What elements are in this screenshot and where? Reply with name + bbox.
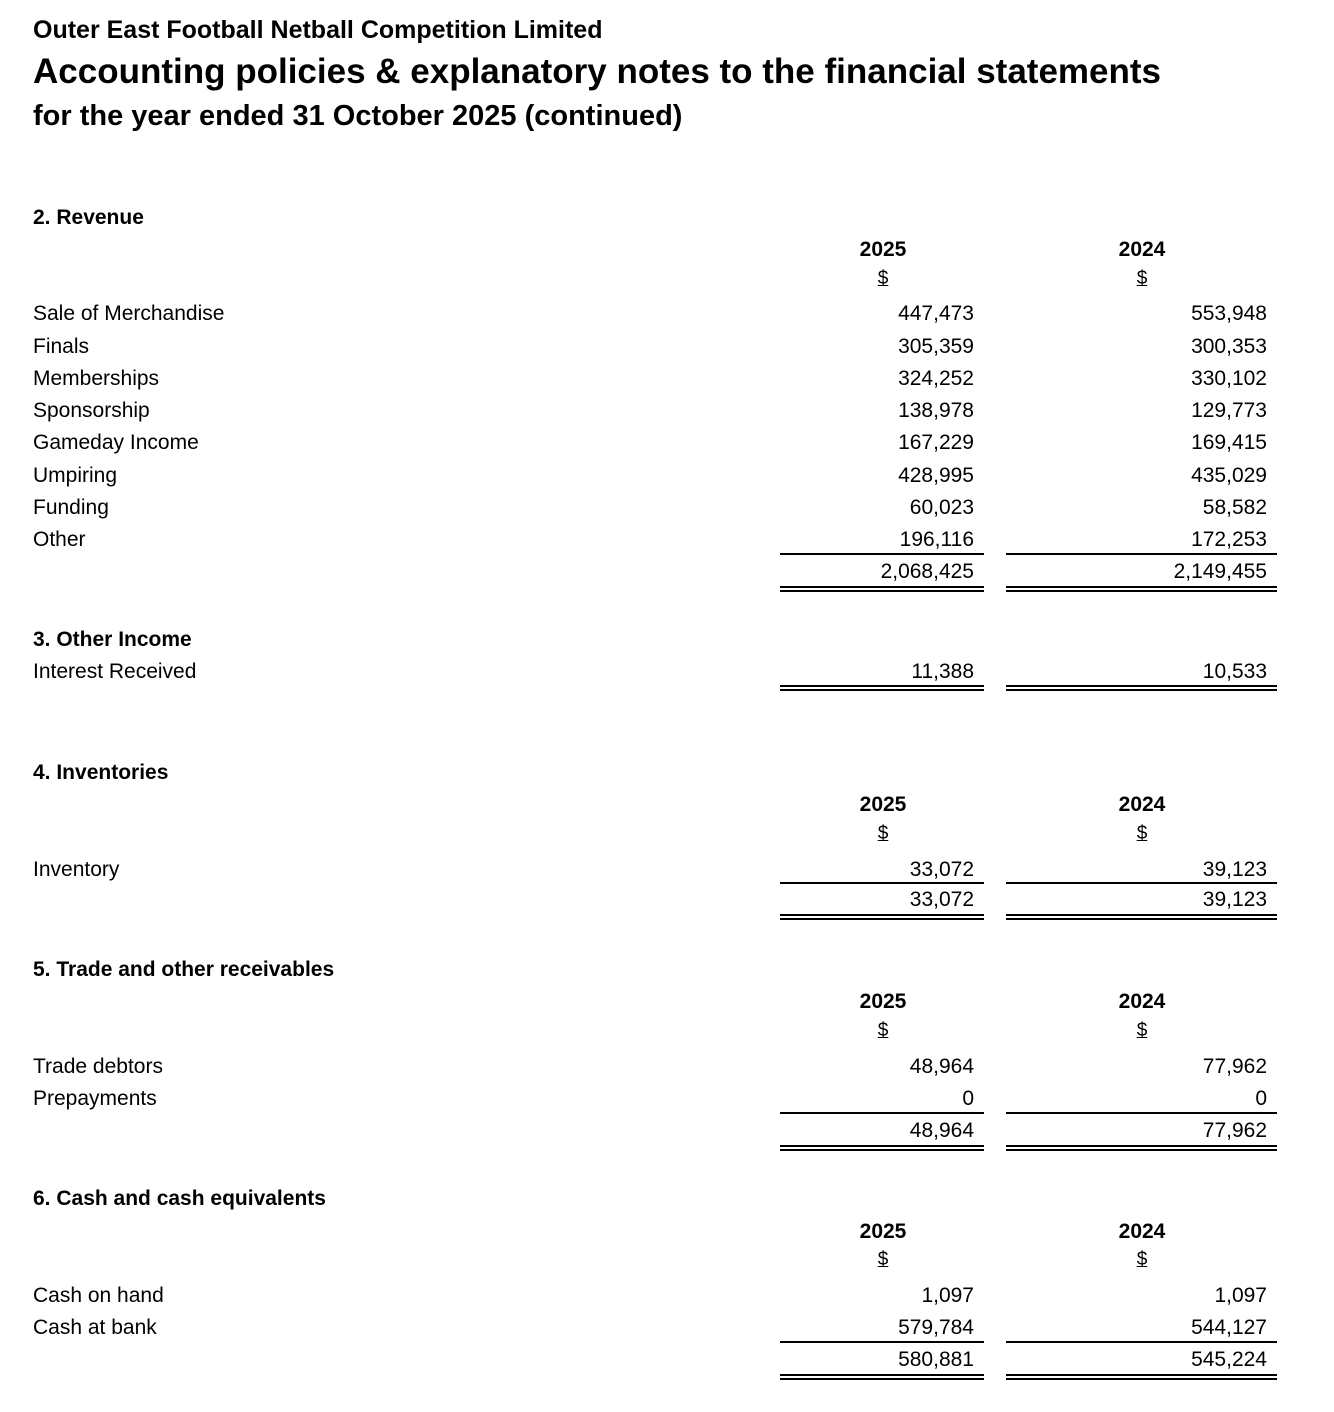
value-2025: 0: [962, 1087, 974, 1110]
subtotal-rule: [780, 882, 984, 884]
value-2025: 167,229: [898, 431, 974, 454]
total-2025: 580,881: [898, 1348, 974, 1371]
value-2024: 1,097: [1214, 1284, 1267, 1307]
total-double-rule: [1006, 590, 1277, 592]
total-double-rule: [780, 1374, 984, 1376]
row-label: Interest Received: [33, 660, 197, 683]
row-label: Umpiring: [33, 464, 118, 487]
page-subtitle: for the year ended 31 October 2025 (continued): [33, 100, 683, 132]
subtotal-rule: [780, 1112, 984, 1114]
section-heading-revenue: 2. Revenue: [33, 206, 144, 229]
value-2024: 129,773: [1191, 399, 1267, 422]
total-2025: 2,068,425: [880, 560, 974, 583]
total-2024: 39,123: [1202, 888, 1267, 911]
value-2025: 428,995: [898, 464, 974, 487]
value-2024: 172,253: [1191, 528, 1267, 551]
currency-symbol-2024: $: [1136, 268, 1148, 289]
company-name: Outer East Football Netball Competition Limited: [33, 16, 603, 44]
row-label: Finals: [33, 335, 90, 358]
total-double-rule: [780, 914, 984, 916]
row-label: Prepayments: [33, 1087, 157, 1110]
total-2024: 77,962: [1202, 1119, 1267, 1142]
year-header-2024: 2024: [1118, 990, 1166, 1013]
row-label: Other: [33, 528, 86, 551]
value-2025: 11,388: [911, 660, 974, 683]
year-header-2025: 2025: [859, 990, 907, 1013]
section-heading-other-income: 3. Other Income: [33, 628, 192, 651]
value-2024: 10,533: [1202, 660, 1267, 683]
row-label: Gameday Income: [33, 431, 199, 454]
total-double-rule: [780, 1149, 984, 1151]
value-2025: 324,252: [898, 367, 974, 390]
subtotal-rule: [1006, 1341, 1277, 1343]
year-header-2025: 2025: [859, 1220, 907, 1243]
subtotal-rule: [780, 553, 984, 555]
value-2025: 305,359: [898, 335, 974, 358]
total-2024: 545,224: [1191, 1348, 1267, 1371]
value-2025: 48,964: [909, 1055, 974, 1078]
total-double-rule: [780, 685, 984, 687]
page-title: Accounting policies & explanatory notes to the financial statements: [33, 52, 1161, 91]
year-header-2025: 2025: [859, 793, 907, 816]
total-double-rule: [780, 590, 984, 592]
subtotal-rule: [780, 1341, 984, 1343]
row-label: Trade debtors: [33, 1055, 163, 1078]
value-2024: 553,948: [1191, 302, 1267, 325]
value-2024: 0: [1255, 1087, 1267, 1110]
total-double-rule: [780, 1145, 984, 1147]
year-header-2024: 2024: [1118, 238, 1166, 261]
subtotal-rule: [1006, 553, 1277, 555]
value-2025: 138,978: [898, 399, 974, 422]
total-double-rule: [1006, 1149, 1277, 1151]
section-heading-receivables: 5. Trade and other receivables: [33, 958, 335, 981]
year-header-2024: 2024: [1118, 793, 1166, 816]
value-2024: 330,102: [1191, 367, 1267, 390]
row-label: Inventory: [33, 858, 120, 881]
currency-symbol-2024: $: [1136, 1020, 1148, 1041]
section-heading-inventories: 4. Inventories: [33, 761, 169, 784]
total-double-rule: [780, 689, 984, 691]
currency-symbol-2025: $: [877, 823, 889, 844]
subtotal-rule: [1006, 1112, 1277, 1114]
total-2024: 2,149,455: [1173, 560, 1267, 583]
value-2024: 58,582: [1202, 496, 1267, 519]
total-double-rule: [1006, 1374, 1277, 1376]
value-2025: 33,072: [909, 858, 974, 881]
total-double-rule: [1006, 689, 1277, 691]
subtotal-rule: [1006, 882, 1277, 884]
total-2025: 48,964: [909, 1119, 974, 1142]
row-label: Memberships: [33, 367, 160, 390]
total-double-rule: [780, 1378, 984, 1380]
currency-symbol-2025: $: [877, 268, 889, 289]
value-2024: 435,029: [1191, 464, 1267, 487]
total-double-rule: [1006, 918, 1277, 920]
value-2024: 169,415: [1191, 431, 1267, 454]
currency-symbol-2025: $: [877, 1249, 889, 1270]
total-double-rule: [1006, 914, 1277, 916]
currency-symbol-2025: $: [877, 1020, 889, 1041]
value-2024: 544,127: [1191, 1316, 1267, 1339]
value-2024: 77,962: [1202, 1055, 1267, 1078]
total-double-rule: [780, 918, 984, 920]
total-double-rule: [1006, 1378, 1277, 1380]
value-2025: 447,473: [898, 302, 974, 325]
value-2025: 60,023: [909, 496, 974, 519]
value-2024: 300,353: [1191, 335, 1267, 358]
row-label: Sponsorship: [33, 399, 150, 422]
total-double-rule: [1006, 1145, 1277, 1147]
row-label: Cash on hand: [33, 1284, 164, 1307]
currency-symbol-2024: $: [1136, 823, 1148, 844]
row-label: Funding: [33, 496, 109, 519]
value-2025: 196,116: [899, 528, 974, 551]
value-2025: 1,097: [921, 1284, 974, 1307]
total-double-rule: [780, 586, 984, 588]
row-label: Cash at bank: [33, 1316, 157, 1339]
row-label: Sale of Merchandise: [33, 302, 225, 325]
value-2024: 39,123: [1202, 858, 1267, 881]
total-double-rule: [1006, 586, 1277, 588]
value-2025: 579,784: [898, 1316, 974, 1339]
year-header-2025: 2025: [859, 238, 907, 261]
currency-symbol-2024: $: [1136, 1249, 1148, 1270]
year-header-2024: 2024: [1118, 1220, 1166, 1243]
section-heading-cash: 6. Cash and cash equivalents: [33, 1187, 326, 1210]
total-double-rule: [1006, 685, 1277, 687]
total-2025: 33,072: [909, 888, 974, 911]
